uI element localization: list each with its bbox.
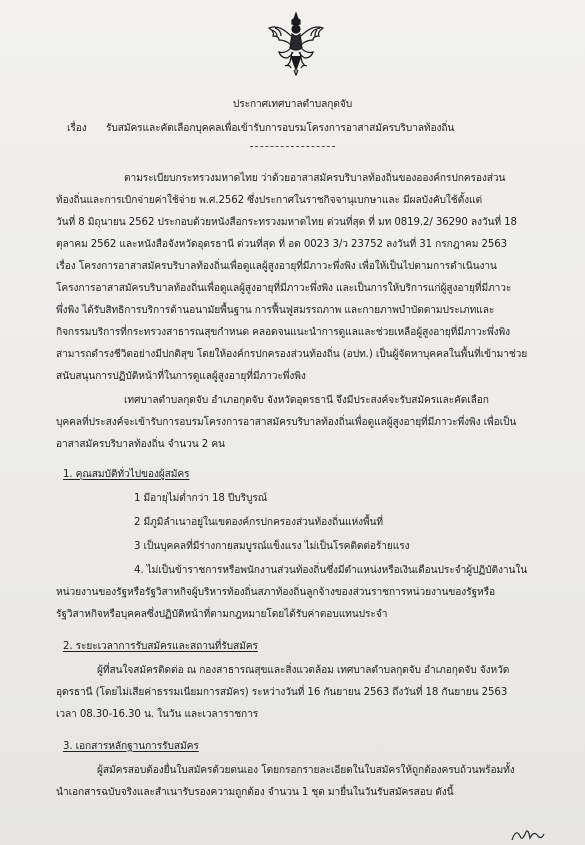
paragraph1-line: ท้องถิ่นและการเบิกจ่ายค่าใช้จ่าย พ.ศ.2562 ซึ่งประกาศในราชกิจจานุเบกษาและ มีผลบังคับใช้ตั้งแต่	[56, 195, 482, 206]
section2-title: 2. ระยะเวลาการรับสมัครและสถานที่รับสมัคร	[63, 641, 258, 652]
paragraph1-line: ตุลาคม 2562 และหนังสือจังหวัดอุดรธานี ด่วนที่สุด ที่ อด 0023 3/ว 23752 ลงวันที่ 31 กรกฎาคม 2563	[56, 239, 508, 250]
paragraph1-line: พึ่งพิง ได้รับสิทธิการบริการด้านอนามัยพื้นฐาน การฟื้นฟูสมรรถภาพ และกายภาพบำบัดตามประเภทและ	[56, 305, 495, 316]
paragraph1-line: เรื่อง โครงการอาสาสมัครบริบาลท้องถิ่นเพื่อดูแลผู้สูงอายุที่มีภาวะพึ่งพิง เพื่อให้เป็นไปตามการดำเนินงาน	[56, 261, 497, 272]
section1-item: 1 มีอายุไม่ต่ำกว่า 18 ปีบริบูรณ์	[134, 493, 268, 504]
separator-line	[250, 146, 335, 147]
paragraph1-line: โครงการอาสาสมัครบริบาลท้องถิ่นเพื่อดูแลผู้สูงอายุที่มีภาวะพึ่งพิง และเป็นการให้บริการแก่ผู้สูงอายุที่มีภาวะ	[56, 283, 512, 294]
section1-item4-cont: หน่วยงานของรัฐหรือรัฐวิสาหกิจผู้บริหารท้องถิ่นสภาท้องถิ่นลูกจ้างของส่วนราชการหน่วยงานของรัฐหรือ	[56, 587, 496, 598]
section1-item: 3 เป็นบุคคลที่มีร่างกายสมบูรณ์แข็งแรง ไม่เป็นโรคติดต่อร้ายแรง	[134, 541, 410, 552]
paragraph1-line: สามารถดำรงชีวิตอย่างมีปกติสุข โดยให้องค์กรปกครองส่วนท้องถิ่น (อปท.) เป็นผู้จัดหาบุคคลในพื้นที่เข้ามาช่วย	[56, 349, 528, 360]
section3-title: 3. เอกสารหลักฐานการรับสมัคร	[63, 741, 199, 752]
paragraph2-line: เทศบาลตำบลกุดจับ อำเภอกุดจับ จังหวัดอุดรธานี จึงมีประสงค์จะรับสมัครและคัดเลือก	[124, 395, 489, 406]
section3-line: ผู้สมัครสอบต้องยื่นใบสมัครด้วยตนเอง โดยกรอกรายละเอียดในใบสมัครให้ถูกต้องครบถ้วนพร้อมทั้ง	[97, 765, 515, 776]
section2-line: อุดรธานี (โดยไม่เสียค่าธรรมเนียมการสมัคร) ระหว่างวันที่ 16 กันยายน 2563 ถึงวันที่ 18 กันยายน 2563	[56, 687, 508, 698]
subject-text: รับสมัครและคัดเลือกบุคคลเพื่อเข้ารับการอบรมโครงการอาสาสมัครบริบาลท้องถิ่น	[106, 123, 455, 134]
section1-item4-cont: รัฐวิสาหกิจหรือบุคคลซึ่งปฏิบัติหน้าที่ตามกฎหมายโดยได้รับค่าตอบแทนประจำ	[56, 609, 388, 620]
section1-item: 2 มีภูมิลำเนาอยู่ในเขตองค์กรปกครองส่วนท้องถิ่นแห่งพื้นที่	[134, 517, 384, 528]
subject-label: เรื่อง	[67, 123, 87, 134]
section2-line: เวลา 08.30-16.30 น. ในวัน และเวลาราชการ	[56, 709, 259, 720]
paragraph1-line: ตามระเบียบกระทรวงมหาดไทย ว่าด้วยอาสาสมัครบริบาลท้องถิ่นของอองค์กรปกครองส่วน	[124, 173, 506, 184]
paragraph2-line: บุคคลที่ประสงค์จะเข้ารับการอบรมโครงการอาสาสมัครบริบาลท้องถิ่นเพื่อดูแลผู้สูงอายุที่มีภาวะพึ่งพิง เพื่อเป็น	[56, 417, 517, 428]
garuda-emblem-icon	[265, 10, 327, 76]
document-header: ประกาศเทศบาลตำบลกุดจับ	[232, 99, 353, 110]
section1-item: 4. ไม่เป็นข้าราชการหรือพนักงานส่วนท้องถิ่นซึ่งมีตำแหน่งหรือเงินเดือนประจำผู้ปฏิบัติงานใน	[134, 565, 528, 576]
paragraph1-line: สนับสนุนการปฏิบัติหน้าที่ในการดูแลผู้สูงอายุที่มีภาวะพึ่งพิง	[56, 371, 306, 382]
paragraph1-line: กิจกรรมบริการที่กระทรวงสาธารณสุขกำหนด คลอดจนแนะนำการดูแลและช่วยเหลือผู้สูงอายุที่มีภาวะพึ่งพิง	[56, 327, 511, 338]
section2-line: ผู้ที่สนใจสมัครติดต่อ ณ กองสาธารณสุขและสิ่งแวดล้อม เทศบาลตำบลกุดจับ อำเภอกุดจับ จังหวัด	[97, 665, 510, 676]
signature-initials-icon	[508, 826, 548, 844]
paragraph1-line: วันที่ 8 มิถุนายน 2562 ประกอบด้วยหนังสือกระทรวงมหาดไทย ด่วนที่สุด ที่ มท 0819.2/ 36290 ลงวันที่ 18	[56, 217, 517, 228]
paragraph2-line: อาสาสมัครบริบาลท้องถิ่น จำนวน 2 คน	[56, 439, 225, 450]
section1-title: 1. คุณสมบัติทั่วไปของผู้สมัคร	[63, 469, 190, 480]
section3-line: นำเอกสารฉบับจริงและสำเนารับรองความถูกต้อง จำนวน 1 ชุด มายื่นในวันรับสมัครสอบ ดังนี้	[56, 787, 454, 798]
